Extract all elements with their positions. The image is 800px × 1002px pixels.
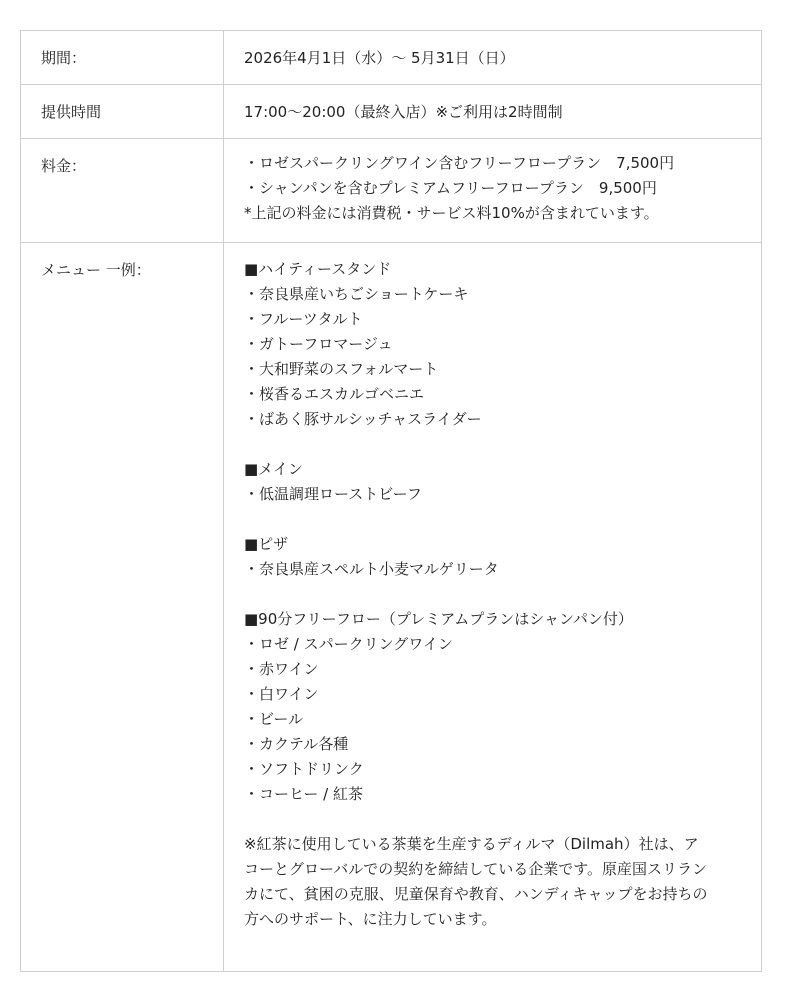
spacer [244,432,749,457]
menu-label-cell [21,243,224,972]
menu-value-cell [224,243,762,972]
menu-item: ・奈良県産いちごショートケーキ [244,285,469,303]
spacer [244,807,749,832]
menu-item: ・大和野菜のスフォルマート [244,360,439,378]
menu-item: ・ガトーフロマージュ [244,335,393,353]
menu-item: ・赤ワイン [244,660,319,678]
menu-item: ・ばあく豚サルシッチャスライダー [244,410,482,428]
spacer [244,507,749,532]
price-label-cell [21,139,224,243]
menu-section-heading-main: ■メイン [244,460,303,478]
price-label: 料金： [41,157,87,175]
tea-note-line: 方へのサポート、に注力しています。 [244,910,497,928]
spacer [244,582,749,607]
menu-item: ・ロゼ / スパークリングワイン [244,635,453,653]
table-row-menu [21,243,762,972]
menu-item: ・白ワイン [244,685,319,703]
table-row-price [21,139,762,243]
price-premium-plan: ・シャンパンを含むプレミアムフリーフロープラン 9,500円 [244,179,657,197]
menu-item: ・奈良県産スペルト小麦マルゲリータ [244,560,499,578]
hours-value: 17:00〜20:00（最終入店）※ご利用は2時間制 [244,103,563,121]
price-value-cell [224,139,762,243]
menu-item: ・桜香るエスカルゴベニエ [244,385,425,403]
hours-value-cell [224,85,762,139]
event-details-table [20,30,762,972]
tea-note-line: カにて、貧困の克服、児童保育や教育、ハンディキャップをお持ちの [244,885,708,903]
tea-note-line: ※紅茶に使用している茶葉を生産するディルマ（Dilmah）社は、ア [244,835,699,853]
menu-item: ・カクテル各種 [244,735,349,753]
period-value-cell [224,31,762,85]
hours-label: 提供時間 [41,103,102,121]
period-label-cell [21,31,224,85]
menu-section-heading-pizza: ■ピザ [244,535,289,553]
menu-section-heading-free-flow: ■90分フリーフロー（プレミアムプランはシャンパン付） [244,610,633,628]
table-row-period [21,31,762,85]
table-row-hours [21,85,762,139]
price-standard-plan: ・ロゼスパークリングワイン含むフリーフロープラン 7,500円 [244,154,675,172]
period-label: 期間： [41,49,87,67]
tea-note-line: コーとグローバルでの契約を締結している企業です。原産国スリラン [244,860,708,878]
menu-label: メニュー 一例： [41,261,151,279]
menu-item: ・ビール [244,710,304,728]
menu-item: ・低温調理ローストビーフ [244,485,422,503]
period-value: 2026年4月1日（水）〜 5月31日（日） [244,49,515,67]
menu-item: ・コーヒー / 紅茶 [244,785,363,803]
hours-label-cell [21,85,224,139]
menu-section-heading-high-tea: ■ハイティースタンド [244,260,392,278]
price-tax-note: *上記の料金には消費税・サービス料10%が含まれています。 [244,204,659,222]
menu-item: ・フルーツタルト [244,310,363,328]
menu-item: ・ソフトドリンク [244,760,364,778]
